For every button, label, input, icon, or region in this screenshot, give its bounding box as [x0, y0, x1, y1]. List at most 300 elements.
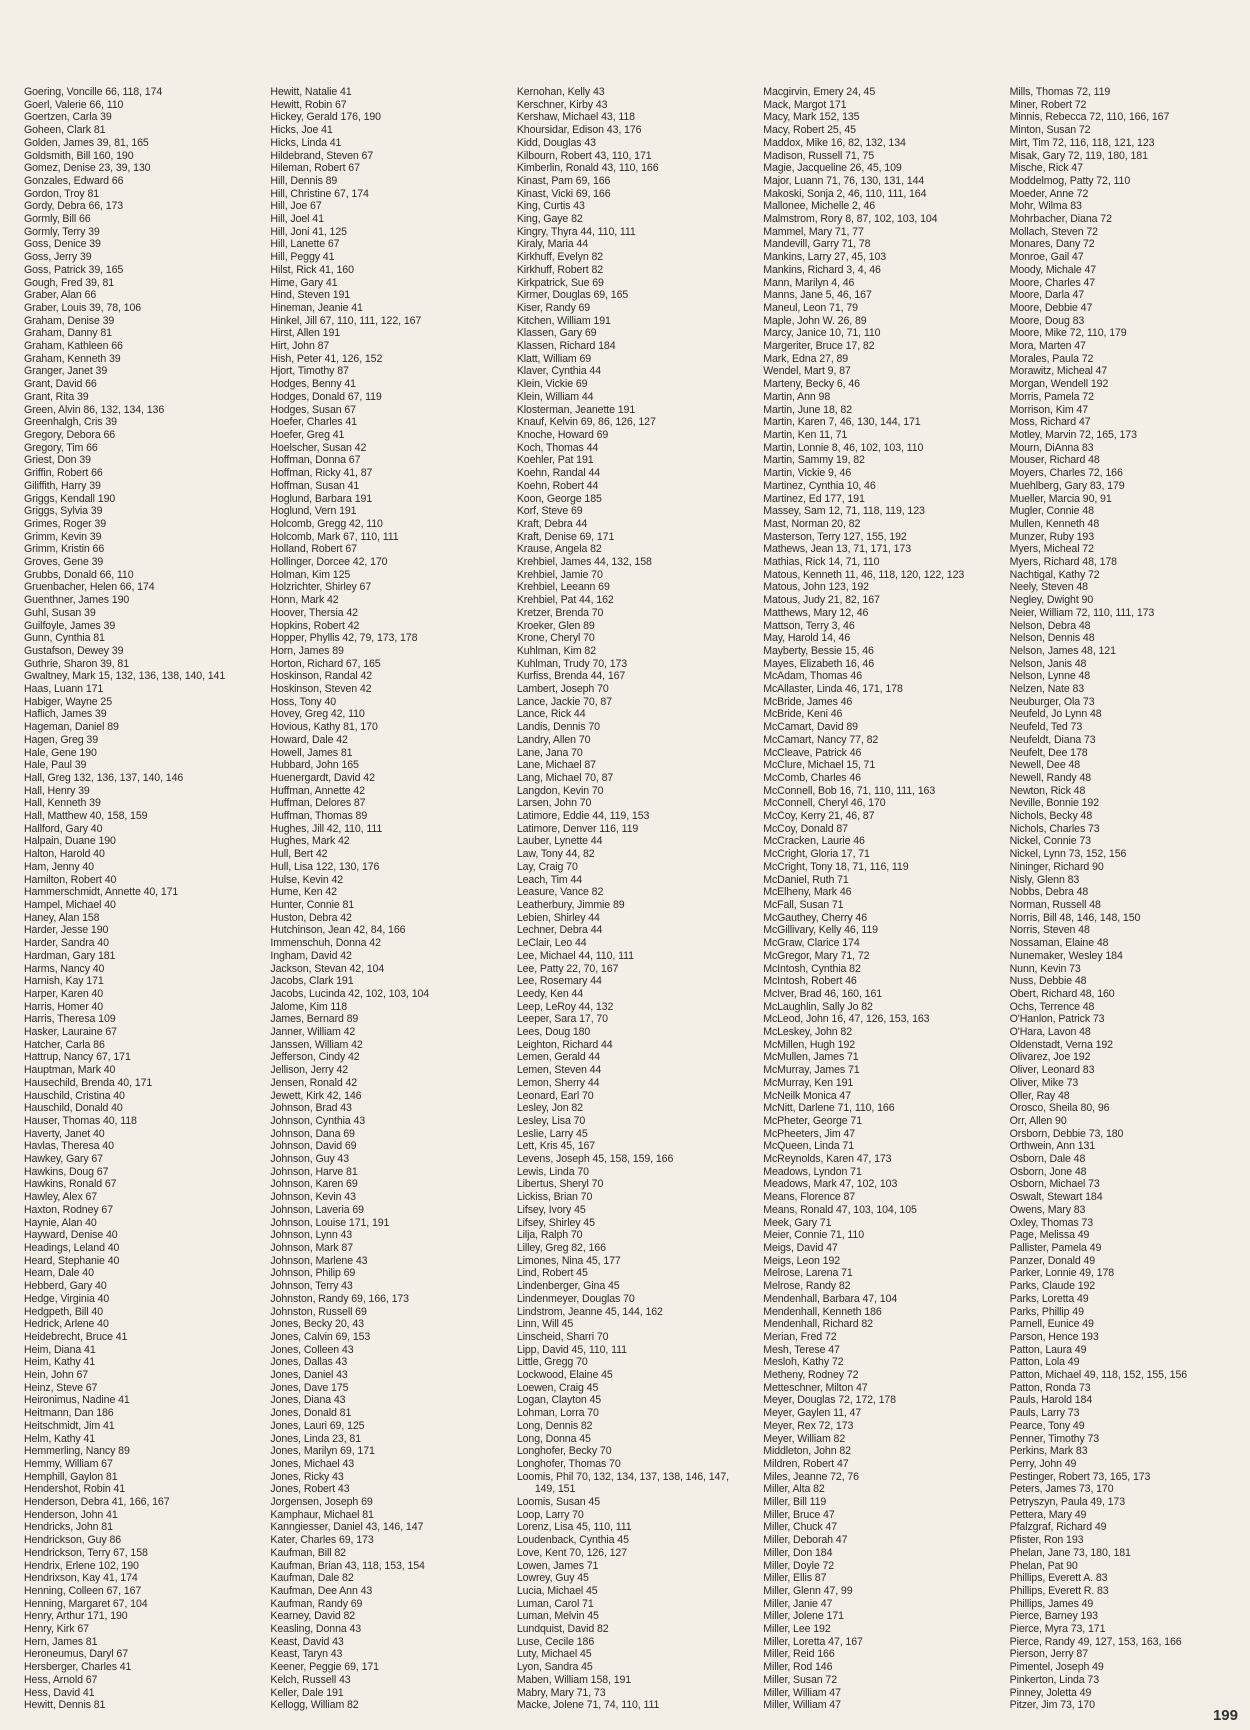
index-entry: Miner, Robert 72	[1009, 98, 1087, 111]
index-entry: Harris, Theresa 109	[24, 1013, 116, 1026]
index-entry: Motley, Marvin 72, 165, 173	[1009, 428, 1137, 441]
index-entry: Lockwood, Elaine 45	[516, 1369, 613, 1382]
index-entry: Pauls, Harold 184	[1009, 1394, 1093, 1407]
index-entry: Lilley, Greg 82, 166	[516, 1241, 606, 1254]
index-entry: Hoskinson, Randal 42	[270, 670, 373, 683]
index-entry: Orsborn, Debbie 73, 180	[1009, 1127, 1124, 1140]
index-entry: Holland, Robert 67	[270, 543, 357, 556]
index-entry: McComb, Charles 46	[763, 771, 861, 784]
index-entry: Keast, Taryn 43	[270, 1648, 343, 1661]
index-entry: Harms, Nancy 40	[24, 962, 105, 975]
index-entry: Levens, Joseph 45, 158, 159, 166	[516, 1153, 674, 1166]
index-entry: Hopkins, Robert 42	[270, 619, 360, 632]
index-entry: Langdon, Kevin 70	[516, 784, 604, 797]
index-entry: Lay, Craig 70	[516, 860, 578, 873]
index-entry: McCoy, Kerry 21, 46, 87	[763, 810, 875, 823]
index-entry: McGillivary, Kelly 46, 119	[763, 924, 878, 937]
index-entry: Maple, John W. 26, 89	[763, 314, 867, 327]
index-entry: Kellogg, William 82	[270, 1699, 359, 1712]
index-entry: Hedrick, Arlene 40	[24, 1318, 109, 1331]
index-entry: Lindstrom, Jeanne 45, 144, 162	[516, 1305, 663, 1318]
index-entry: Kingry, Thyra 44, 110, 111	[516, 225, 636, 238]
index-entry: Mouser, Richard 48	[1009, 454, 1100, 467]
index-entry: Nuss, Debbie 48	[1009, 975, 1087, 988]
index-entry: Mugler, Connie 48	[1009, 505, 1094, 518]
index-entry: Landis, Dennis 70	[516, 721, 600, 734]
index-entry: Latimore, Denver 116, 119	[516, 822, 639, 835]
index-entry: Hime, Gary 41	[270, 276, 338, 289]
index-entry: Moore, Charles 47	[1009, 276, 1096, 289]
index-entry: Holcomb, Gregg 42, 110	[270, 517, 383, 530]
index-entry: Hallford, Gary 40	[24, 822, 103, 835]
index-entry: Neufeld, Jo Lynn 48	[1009, 708, 1102, 721]
index-entry: Parker, Lonnie 49, 178	[1009, 1267, 1115, 1280]
index-entry: Hess, Arnold 67	[24, 1673, 98, 1686]
index-entry: Huffman, Delores 87	[270, 797, 366, 810]
index-entry: Lett, Kris 45, 167	[516, 1140, 596, 1153]
index-entry: Newell, Dee 48	[1009, 759, 1081, 772]
index-entry: Lindenberger, Gina 45	[516, 1280, 620, 1293]
index-entry: Koehn, Randal 44	[516, 467, 601, 480]
index-entry: Haverty, Janet 40	[24, 1127, 105, 1140]
index-entry: Parnell, Eunice 49	[1009, 1318, 1094, 1331]
index-entry: Graham, Denise 39	[24, 314, 115, 327]
index-entry: Knoche, Howard 69	[516, 428, 609, 441]
index-entry: Hicks, Linda 41	[270, 136, 342, 149]
index-entry: Malmstrom, Rory 8, 87, 102, 103, 104	[763, 213, 938, 226]
index-entry: Hoefer, Charles 41	[270, 416, 357, 429]
index-entry: Martinez, Cynthia 10, 46	[763, 479, 876, 492]
index-entry: McConnell, Cheryl 46, 170	[763, 797, 886, 810]
index-entry: Mollach, Steven 72	[1009, 225, 1098, 238]
index-entry: Morgan, Wendell 192	[1009, 378, 1109, 391]
index-entry: Merian, Fred 72	[763, 1330, 837, 1343]
index-entry: Henning, Margaret 67, 104	[24, 1597, 148, 1610]
index-entry: Leeper, Sara 17, 70	[516, 1013, 608, 1026]
index-entry: Neufeldt, Diana 73	[1009, 733, 1096, 746]
index-entry: Mirt, Tim 72, 116, 118, 121, 123	[1009, 136, 1155, 149]
index-entry: Grimm, Kristin 66	[24, 543, 105, 556]
index-entry: Wendel, Mart 9, 87	[763, 365, 851, 378]
index-entry: Matous, Judy 21, 82, 167	[763, 594, 880, 607]
index-entry: Lemen, Gerald 44	[516, 1051, 601, 1064]
index-entry: McCracken, Laurie 46	[763, 835, 865, 848]
index-entry: McLaughlin, Sally Jo 82	[763, 1000, 873, 1013]
index-entry: Hoffman, Donna 67	[270, 454, 361, 467]
index-entry: Jones, Lauri 69, 125	[270, 1419, 365, 1432]
index-entry: Phillips, James 49	[1009, 1597, 1094, 1610]
index-entry: Gustafson, Dewey 39	[24, 644, 124, 657]
index-entry: Janssen, William 42	[270, 1038, 363, 1051]
index-entry: Hill, Joel 41	[270, 213, 324, 226]
index-entry: McLeod, John 16, 47, 126, 153, 163	[763, 1013, 930, 1026]
index-entry: Havlas, Theresa 40	[24, 1140, 114, 1153]
index-entry: Jones, Marilyn 69, 171	[270, 1445, 375, 1458]
index-entry: Jones, Dave 175	[270, 1381, 349, 1394]
index-entry: Patton, Lola 49	[1009, 1356, 1080, 1369]
index-column-5	[1010, 86, 1244, 1712]
index-entry: Ham, Jenny 40	[24, 860, 94, 873]
index-entry: Hewitt, Natalie 41	[270, 86, 352, 98]
index-entry: Miller, Deborah 47	[763, 1534, 848, 1547]
index-entry: Pierson, Jerry 87	[1009, 1648, 1088, 1661]
index-entry: Miller, Bill 119	[763, 1496, 827, 1509]
index-entry: Melrose, Randy 82	[763, 1280, 851, 1293]
index-entry: Hirt, John 87	[270, 340, 330, 353]
index-entry: Matous, John 123, 192	[763, 581, 869, 594]
index-entry: McGraw, Clarice 174	[763, 937, 860, 950]
index-entry: Oxley, Thomas 73	[1009, 1216, 1094, 1229]
index-entry: Harper, Karen 40	[24, 987, 104, 1000]
index-entry: Gwaltney, Mark 15, 132, 136, 138, 140, 141	[24, 670, 226, 683]
index-entry: Goertzen, Carla 39	[24, 111, 112, 124]
index-entry: Nichols, Charles 73	[1009, 822, 1100, 835]
index-entry: Hedge, Virginia 40	[24, 1292, 110, 1305]
index-entry: Martin, Lonnie 8, 46, 102, 103, 110	[763, 441, 924, 454]
index-entry: Kirkpatrick, Sue 69	[516, 276, 604, 289]
index-entry: Mullen, Kenneth 48	[1009, 517, 1100, 530]
index-entry: Krehbiel, James 44, 132, 158	[516, 556, 652, 569]
index-entry: Lifsey, Shirley 45	[516, 1216, 595, 1229]
index-entry: Jacobs, Clark 191	[270, 975, 354, 988]
index-entry: Oller, Ray 48	[1009, 1089, 1070, 1102]
index-entry: Neier, William 72, 110, 111, 173	[1009, 606, 1155, 619]
index-entry: Ingham, David 42	[270, 949, 352, 962]
index-entry: Johnson, Lynn 43	[270, 1229, 353, 1242]
index-entry: Howard, Dale 42	[270, 733, 348, 746]
index-entry: Norris, Bill 48, 146, 148, 150	[1009, 911, 1141, 924]
index-entry: Lilja, Ralph 70	[516, 1229, 583, 1242]
index-entry: Ochs, Terrence 48	[1009, 1000, 1095, 1013]
index-entry: Koehler, Pat 191	[516, 454, 594, 467]
index-entry: Hendrickson, Terry 67, 158	[24, 1546, 148, 1559]
index-entry: McGauthey, Cherry 46	[763, 911, 868, 924]
index-entry: Hill, Joni 41, 125	[270, 225, 347, 238]
index-entry: Jackson, Stevan 42, 104	[270, 962, 385, 975]
index-entry: Hoffman, Ricky 41, 87	[270, 467, 373, 480]
index-entry: Johnson, Harve 81	[270, 1165, 358, 1178]
index-entry: Miller, William 47	[763, 1686, 841, 1699]
index-entry: Neville, Bonnie 192	[1009, 797, 1100, 810]
index-entry: O'Hanlon, Patrick 73	[1009, 1013, 1105, 1026]
index-entry: Gruenbacher, Helen 66, 174	[24, 581, 155, 594]
index-entry: Hughes, Mark 42	[270, 835, 350, 848]
index-entry: Kuhlman, Trudy 70, 173	[516, 657, 628, 670]
index-entry: Meigs, David 47	[763, 1241, 838, 1254]
index-entry: Guhl, Susan 39	[24, 606, 96, 619]
index-entry: Kirkhuff, Robert 82	[516, 263, 604, 276]
index-entry: Gonzales, Edward 66	[24, 174, 124, 187]
index-entry: Harris, Homer 40	[24, 1000, 104, 1013]
index-entry: Klosterman, Jeanette 191	[516, 403, 636, 416]
index-entry: Hughes, Jill 42, 110, 111	[270, 822, 383, 835]
index-entry: Parks, Phillip 49	[1009, 1305, 1084, 1318]
index-entry: Lyon, Sandra 45	[516, 1661, 593, 1674]
index-entry: Goheen, Clark 81	[24, 124, 106, 137]
index-entry: May, Harold 14, 46	[763, 632, 851, 645]
index-entry: Lesley, Lisa 70	[516, 1114, 586, 1127]
index-entry: Osborn, Michael 73	[1009, 1178, 1100, 1191]
index-entry: Martin, June 18, 82	[763, 403, 853, 416]
index-entry: Lane, Jana 70	[516, 746, 583, 759]
index-entry: Hull, Lisa 122, 130, 176	[270, 860, 380, 873]
index-entry: Meyer, William 82	[763, 1432, 846, 1445]
index-entry: McMurray, James 71	[763, 1064, 860, 1077]
index-entry: Matthews, Mary 12, 46	[763, 606, 869, 619]
index-entry: Maben, William 158, 191	[516, 1673, 632, 1686]
index-entry: Hemphill, Gaylon 81	[24, 1470, 118, 1483]
index-entry: Kaufman, Bill 82	[270, 1546, 346, 1559]
index-entry: Mammel, Mary 71, 77	[763, 225, 864, 238]
index-entry: Kershaw, Michael 43, 118	[516, 111, 635, 124]
index-entry: Kerschner, Kirby 43	[516, 98, 608, 111]
index-entry: Nunemaker, Wesley 184	[1009, 949, 1123, 962]
index-entry: Hendrickson, Guy 86	[24, 1534, 122, 1547]
index-entry: Miller, Don 184	[763, 1546, 833, 1559]
index-entry: Hasker, Lauraine 67	[24, 1026, 117, 1039]
index-entry: McCoy, Donald 87	[763, 822, 848, 835]
index-entry: Oliver, Mike 73	[1009, 1076, 1079, 1089]
index-entry: Moddelmog, Patty 72, 110	[1009, 174, 1131, 187]
index-entry: Mankins, Larry 27, 45, 103	[763, 251, 887, 264]
index-entry: Minnis, Rebecca 72, 110, 166, 167	[1009, 111, 1170, 124]
index-entry: Newell, Randy 48	[1009, 771, 1092, 784]
index-entry: Miller, Chuck 47	[763, 1521, 837, 1534]
index-columns	[24, 86, 1244, 1712]
index-entry: Leep, LeRoy 44, 132	[516, 1000, 614, 1013]
index-entry: Hewitt, Dennis 81	[24, 1699, 106, 1712]
index-entry: Melrose, Larena 71	[763, 1267, 853, 1280]
index-entry: Larsen, John 70	[516, 797, 592, 810]
index-entry: Hodges, Benny 41	[270, 378, 356, 391]
index-entry: Grant, David 66	[24, 378, 97, 391]
index-entry: Hoffman, Susan 41	[270, 479, 360, 492]
index-entry: McQueen, Linda 71	[763, 1140, 854, 1153]
index-entry: Harnish, Kay 171	[24, 975, 104, 988]
index-entry: Meigs, Leon 192	[763, 1254, 841, 1267]
index-entry: McLeskey, John 82	[763, 1026, 853, 1039]
index-entry: Golden, James 39, 81, 165	[24, 136, 149, 149]
index-entry: Helm, Kathy 41	[24, 1432, 96, 1445]
index-entry: Meadows, Mark 47, 102, 103	[763, 1178, 898, 1191]
index-entry: Mandevill, Garry 71, 78	[763, 238, 871, 251]
index-entry: Grimes, Roger 39	[24, 517, 107, 530]
index-entry: Moeder, Anne 72	[1009, 187, 1089, 200]
index-entry: Henry, Kirk 67	[24, 1623, 89, 1636]
index-entry: Keasling, Donna 43	[270, 1623, 362, 1636]
index-entry: Madison, Russell 71, 75	[763, 149, 874, 162]
index-entry: McCright, Tony 18, 71, 116, 119	[763, 860, 909, 873]
index-entry: Hirst, Allen 191	[270, 327, 341, 340]
index-entry: Jacobs, Lucinda 42, 102, 103, 104	[270, 987, 430, 1000]
index-entry: Lees, Doug 180	[516, 1026, 591, 1039]
index-entry: Pimentel, Joseph 49	[1009, 1661, 1104, 1674]
index-entry: Hatcher, Carla 86	[24, 1038, 105, 1051]
index-entry: Griggs, Kendall 190	[24, 492, 116, 505]
index-entry: Hall, Matthew 40, 158, 159	[24, 810, 148, 823]
index-column-3	[517, 86, 751, 1712]
index-entry: Petryszyn, Paula 49, 173	[1009, 1496, 1126, 1509]
index-entry: Hull, Bert 42	[270, 848, 328, 861]
index-entry: Mesloh, Kathy 72	[763, 1356, 844, 1369]
index-entry: Hodges, Donald 67, 119	[270, 390, 382, 403]
index-entry: Huffman, Thomas 89	[270, 810, 368, 823]
index-entry: Heitmann, Dan 186	[24, 1407, 114, 1420]
index-entry: Holzrichter, Shirley 67	[270, 581, 372, 594]
index-entry: Hersberger, Charles 41	[24, 1661, 132, 1674]
index-entry: Leedy, Ken 44	[516, 987, 584, 1000]
index-entry: Klatt, William 69	[516, 352, 592, 365]
index-entry: Hill, Joe 67	[270, 200, 322, 213]
index-entry: Marcy, Janice 10, 71, 110	[763, 327, 881, 340]
index-entry: Knauf, Kelvin 69, 86, 126, 127	[516, 416, 656, 429]
index-entry: Kiraly, Maria 44	[516, 238, 589, 251]
index-entry: Holman, Kim 125	[270, 568, 351, 581]
index-entry: Keener, Peggie 69, 171	[270, 1661, 379, 1674]
index-entry: Maneul, Leon 71, 79	[763, 301, 858, 314]
index-entry: Leach, Tim 44	[516, 873, 583, 886]
index-entry: Leighton, Richard 44	[516, 1038, 613, 1051]
index-entry: Johnson, Louise 171, 191	[270, 1216, 390, 1229]
index-entry: Jones, Colleen 43	[270, 1343, 354, 1356]
index-entry: Hendricks, John 81	[24, 1521, 113, 1534]
index-entry: McIver, Brad 46, 160, 161	[763, 987, 883, 1000]
index-entry: Loudenback, Cynthia 45	[516, 1534, 629, 1547]
index-entry: Macgirvin, Emery 24, 45	[763, 86, 876, 98]
index-entry: Kimberlin, Ronald 43, 110, 166	[516, 162, 659, 175]
index-entry: Hausechild, Brenda 40, 171	[24, 1076, 153, 1089]
index-entry: Haney, Alan 158	[24, 911, 100, 924]
index-entry: Perry, John 49	[1009, 1457, 1077, 1470]
index-entry: Hawkey, Gary 67	[24, 1153, 103, 1166]
index-entry: Martin, Karen 7, 46, 130, 144, 171	[763, 416, 921, 429]
index-entry: Nunn, Kevin 73	[1009, 962, 1081, 975]
index-entry: Haxton, Rodney 67	[24, 1203, 113, 1216]
index-entry: Long, Dennis 82	[516, 1419, 593, 1432]
index-entry: Hebberd, Gary 40	[24, 1280, 107, 1293]
index-entry: King, Gaye 82	[516, 213, 583, 226]
index-entry: Jones, Robert 43	[270, 1483, 350, 1496]
index-entry: Hawkins, Doug 67	[24, 1165, 109, 1178]
index-entry: Lickiss, Brian 70	[516, 1191, 593, 1204]
index-entry: Hagen, Greg 39	[24, 733, 98, 746]
index-entry: Hind, Steven 191	[270, 289, 351, 302]
index-entry: Hendershot, Robin 41	[24, 1483, 126, 1496]
index-entry: Greenhalgh, Cris 39	[24, 416, 117, 429]
index-entry: Miller, Jolene 171	[763, 1610, 844, 1623]
index-entry: Maddox, Mike 16, 82, 132, 134	[763, 136, 906, 149]
index-entry: Mast, Norman 20, 82	[763, 517, 861, 530]
index-entry: Keast, David 43	[270, 1635, 344, 1648]
index-entry: Hageman, Daniel 89	[24, 721, 119, 734]
index-entry: Norris, Steven 48	[1009, 924, 1090, 937]
index-entry: Martinez, Ed 177, 191	[763, 492, 865, 505]
index-entry: Harder, Sandra 40	[24, 937, 109, 950]
index-entry: Nelson, Janis 48	[1009, 657, 1087, 670]
index-entry: Klein, William 44	[516, 390, 594, 403]
index-entry: McMillen, Hugh 192	[763, 1038, 856, 1051]
index-entry: Page, Melissa 49	[1009, 1229, 1090, 1242]
index-entry: Hoefer, Greg 41	[270, 428, 345, 441]
index-entry: McNitt, Darlene 71, 110, 166	[763, 1102, 895, 1115]
index-entry: Metteschner, Milton 47	[763, 1381, 868, 1394]
index-entry: Hopper, Phyllis 42, 79, 173, 178	[270, 632, 418, 645]
index-entry: Perkins, Mark 83	[1009, 1445, 1088, 1458]
index-entry: Manns, Jane 5, 46, 167	[763, 289, 872, 302]
index-entry: Goss, Jerry 39	[24, 251, 92, 264]
index-entry: Groves, Gene 39	[24, 556, 104, 569]
index-entry: Hill, Lanette 67	[270, 238, 340, 251]
index-entry: Halton, Harold 40	[24, 848, 105, 861]
index-entry: Nelson, James 48, 121	[1009, 644, 1116, 657]
index-entry: Pfister, Ron 193	[1009, 1534, 1084, 1547]
index-entry: McBride, Keni 46	[763, 708, 843, 721]
page-number: 199	[1212, 1707, 1238, 1724]
index-entry: Macy, Mark 152, 135	[763, 111, 860, 124]
index-entry: McCleave, Patrick 46	[763, 746, 862, 759]
index-entry: Klein, Vickie 69	[516, 378, 588, 391]
index-entry: Kinast, Vicki 69, 166	[516, 187, 611, 200]
index-entry: Hoss, Tony 40	[270, 695, 337, 708]
index-entry: Graham, Kenneth 39	[24, 352, 121, 365]
index-entry: McDaniel, Ruth 71	[763, 873, 849, 886]
index-entry: Huffman, Annette 42	[270, 784, 365, 797]
index-entry: Holcomb, Mark 67, 110, 111	[270, 530, 399, 543]
index-entry: Lane, Michael 87	[516, 759, 596, 772]
index-entry: Mabry, Mary 71, 73	[516, 1686, 606, 1699]
index-entry: Kaufman, Randy 69	[270, 1597, 363, 1610]
index-entry: Mora, Marten 47	[1009, 340, 1086, 353]
index-entry: Lowrey, Guy 45	[516, 1572, 589, 1585]
index-entry: 149, 151	[534, 1483, 576, 1496]
index-entry: Korf, Steve 69	[516, 505, 583, 518]
index-entry: Hemmerling, Nancy 89	[24, 1445, 130, 1458]
index-entry: James, Bernard 89	[270, 1013, 359, 1026]
index-entry: Hauser, Thomas 40, 118	[24, 1114, 137, 1127]
index-entry: Hish, Peter 41, 126, 152	[270, 352, 383, 365]
index-entry: Mohr, Wilma 83	[1009, 200, 1082, 213]
index-entry: McCamart, David 89	[763, 721, 858, 734]
index-entry: Mohrbacher, Diana 72	[1009, 213, 1112, 226]
index-entry: Jorgensen, Joseph 69	[270, 1496, 373, 1509]
index-entry: Hineman, Jeanie 41	[270, 301, 363, 314]
index-entry: Luty, Michael 45	[516, 1648, 592, 1661]
index-entry: Jones, Dallas 43	[270, 1356, 348, 1369]
index-entry: Miller, Janie 47	[763, 1597, 833, 1610]
index-entry: Goerl, Valerie 66, 110	[24, 98, 124, 111]
index-entry: Gomez, Denise 23, 39, 130	[24, 162, 151, 175]
index-entry: Hein, John 67	[24, 1369, 89, 1382]
index-entry: Kiser, Randy 69	[516, 301, 591, 314]
index-entry: Henry, Arthur 171, 190	[24, 1610, 128, 1623]
index-entry: Long, Donna 45	[516, 1432, 591, 1445]
index-entry: Latimore, Eddie 44, 119, 153	[516, 810, 650, 823]
index-entry: Hubbard, John 165	[270, 759, 359, 772]
index-entry: Morales, Paula 72	[1009, 352, 1094, 365]
index-entry: Major, Luann 71, 76, 130, 131, 144	[763, 174, 925, 187]
index-entry: Martin, Vickie 9, 46	[763, 467, 852, 480]
index-entry: Love, Kent 70, 126, 127	[516, 1546, 628, 1559]
index-entry: Makoski, Sonja 2, 46, 110, 111, 164	[763, 187, 927, 200]
index-entry: Heim, Kathy 41	[24, 1356, 96, 1369]
index-entry: Johnson, Marlene 43	[270, 1254, 368, 1267]
index-entry: Hammerschmidt, Annette 40, 171	[24, 886, 179, 899]
index-entry: Oldenstadt, Verna 192	[1009, 1038, 1113, 1051]
index-entry: Peters, James 73, 170	[1009, 1483, 1114, 1496]
index-entry: McPheeters, Jim 47	[763, 1127, 856, 1140]
index-entry: Logan, Clayton 45	[516, 1394, 602, 1407]
index-entry: Kretzer, Brenda 70	[516, 606, 604, 619]
